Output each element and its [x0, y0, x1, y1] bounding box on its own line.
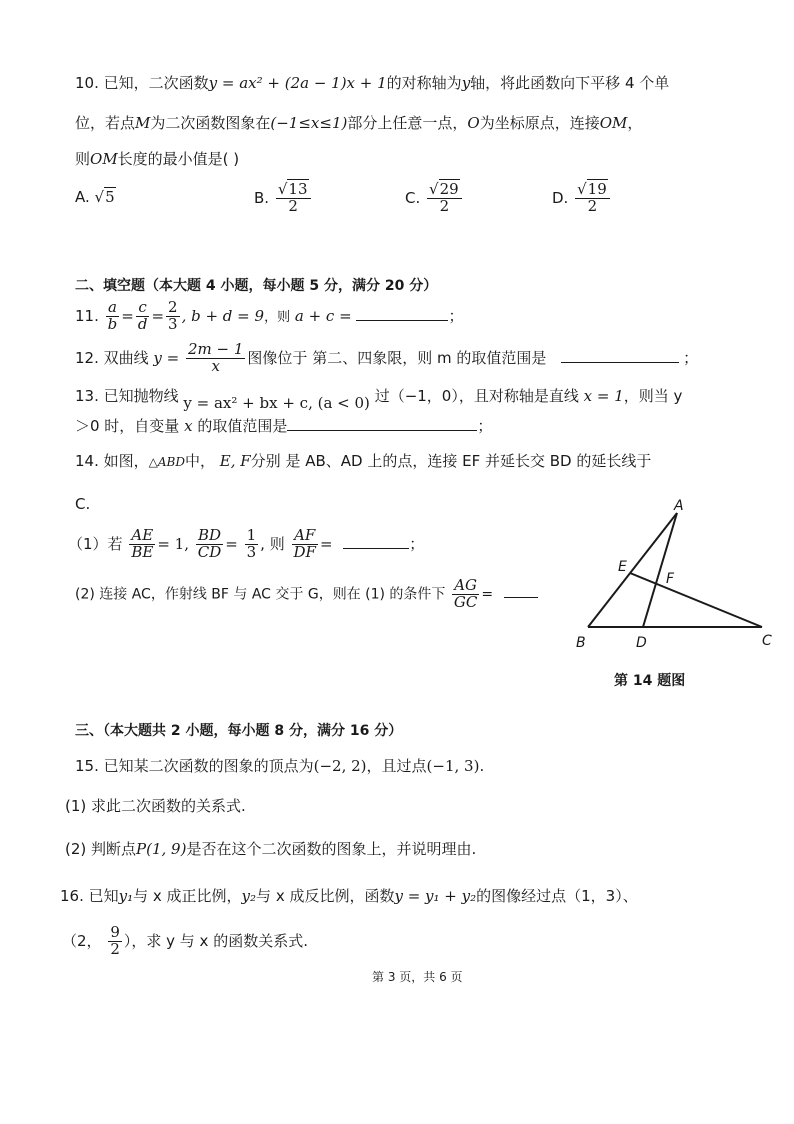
segment-ec — [630, 573, 762, 627]
q10-text: 位，若点 — [75, 114, 136, 132]
equals: = — [225, 534, 238, 553]
q14-text: , 则 — [260, 534, 285, 553]
q14-figure-caption: 第 14 题图 — [614, 673, 686, 689]
q14-text: (2) 连接 AC，作射线 BF 与 AC 交于 G，则在 (1) 的条件下 — [75, 586, 446, 603]
q13-x: x — [184, 417, 193, 435]
q10-om: OM — [90, 150, 118, 168]
q14-text: 分别 是 AB、AD 上的点，连接 EF 并延长交 BD 的延长线于 — [250, 452, 652, 470]
q10-line2 — [75, 112, 642, 133]
q14-text: = 1, — [157, 534, 189, 553]
q16-fraction: $\frac{9}{2}$ — [110, 923, 120, 958]
q10-line1 — [75, 72, 669, 93]
q11-fraction-2-3: $\frac{2}{3}$ — [168, 298, 178, 333]
option-radicand: 19 — [587, 180, 607, 198]
q10-option-c — [405, 182, 464, 215]
q15-text: 是否在这个二次函数的图象上，并说明理由. — [186, 840, 477, 858]
q14-part1-answer-blank[interactable] — [343, 548, 409, 549]
q10-option-b — [254, 182, 313, 215]
option-label: B. — [254, 188, 270, 207]
q13-text: ； — [477, 417, 493, 435]
q10-range: (−1≤x≤1) — [270, 114, 348, 132]
q10-origin-o: O — [467, 114, 480, 132]
q14-fraction-1-3: $\frac{1}{3}$ — [246, 526, 257, 561]
option-label: A. — [75, 188, 90, 206]
q15-text: (2) 判断点 — [65, 840, 137, 858]
q16-text: 的图像经过点（1，3）、 — [476, 887, 638, 905]
q16-line2 — [62, 925, 308, 958]
q11-number: 11. — [75, 306, 99, 325]
q14-fraction-ae-be: $\frac{AE}{BE}$ — [131, 526, 154, 561]
equals: = — [151, 306, 165, 325]
label-d: D — [636, 635, 647, 651]
q14-fraction-af-df: $\frac{AF}{DF}$ — [293, 526, 316, 561]
q11-text: ； — [448, 306, 464, 325]
label-b: B — [576, 635, 586, 651]
q15-text: 15. 已知某二次函数的图象的顶点为 — [75, 757, 314, 775]
q15-vertex: (−2, 2) — [313, 757, 367, 775]
q13-text: 13. 已知抛物线 — [75, 387, 179, 405]
q14-fraction-bd-cd: $\frac{BD}{CD}$ — [197, 526, 222, 561]
q14-triangle: △ABD — [148, 455, 185, 469]
option-fraction — [575, 182, 610, 215]
label-f: F — [666, 571, 675, 587]
segment-ab — [588, 513, 677, 627]
q10-text: 则 — [75, 150, 91, 168]
segment-ad — [643, 513, 677, 627]
q10-text: 部分上任意一点， — [347, 114, 468, 132]
q12 — [75, 342, 698, 375]
q12-fraction: $\frac{2m - 1}{x}$ — [188, 340, 244, 375]
q11 — [75, 300, 463, 333]
q16-equation: y = y₁ + y₂ — [394, 887, 477, 905]
q15-line1 — [75, 755, 484, 776]
q12-answer-blank[interactable] — [561, 362, 679, 363]
label-c: C — [762, 633, 772, 649]
q14-part1 — [68, 528, 424, 561]
q14-points-ef: E, F — [219, 452, 251, 470]
q13-line1 — [75, 385, 683, 412]
q13-line2 — [75, 415, 492, 436]
sqrt-icon: √ — [577, 180, 587, 198]
q10-text: ， — [627, 114, 643, 132]
option-radicand: 13 — [288, 180, 308, 198]
sqrt-icon: √ — [277, 180, 288, 198]
q11-text: ，则 — [264, 309, 291, 325]
q14-fraction-ag-gc: $\frac{AG}{GC}$ — [453, 576, 478, 611]
q10-point-m: M — [135, 114, 151, 132]
q14-part2 — [75, 578, 538, 611]
sqrt-icon: √ — [94, 188, 105, 206]
q14-line2: C. — [75, 495, 91, 513]
q10-option-d — [552, 182, 612, 215]
q11-fraction-a-b: $\frac{a}{b}$ — [107, 298, 118, 333]
q16-y2: y₂ — [241, 887, 257, 905]
q10-text: 为二次函数图象在 — [150, 114, 271, 132]
q14-text: （1）若 — [68, 534, 123, 553]
q15-point-p: P(1, 9) — [136, 840, 187, 858]
q14-part2-answer-blank[interactable] — [504, 597, 538, 598]
q15-part2 — [65, 838, 476, 859]
q15-text: . — [479, 757, 485, 775]
q13-axis: x = 1 — [583, 387, 624, 405]
q12-y: y = — [153, 348, 180, 367]
q14-text: 中， — [184, 452, 215, 470]
equals: = — [121, 306, 134, 325]
label-e: E — [618, 559, 627, 575]
q13-text: 的取值范围是 — [197, 417, 288, 435]
q15-point: (−1, 3) — [426, 757, 480, 775]
q16-text: 与 x 成反比例，函数 — [256, 887, 395, 905]
q10-text: 轴，将此函数向下平移 4 个单 — [470, 74, 670, 92]
q10-text: 长度的最小值是( ) — [117, 150, 240, 168]
q10-y: y — [461, 74, 471, 92]
q11-answer-blank[interactable] — [356, 320, 448, 321]
q10-line3 — [75, 148, 239, 169]
option-denominator: 2 — [439, 196, 450, 215]
q16-text: 与 x 成正比例， — [133, 887, 242, 905]
label-a: A — [674, 498, 684, 514]
q12-text: 12. 双曲线 — [75, 348, 149, 367]
q10-option-a — [75, 188, 116, 206]
option-denominator: 2 — [288, 196, 298, 215]
q10-text: 为坐标原点，连接 — [479, 114, 600, 132]
q12-text: 图像位于 第二、四象限，则 m 的取值范围是 — [247, 348, 547, 367]
q16-text: 16. 已知 — [60, 887, 119, 905]
q10-om: OM — [599, 114, 628, 132]
q13-text: 过（−1，0），且对称轴是直线 — [374, 387, 579, 405]
equals: = — [319, 534, 333, 553]
section-2-title: 二、填空题（本大题 4 小题，每小题 5 分，满分 20 分） — [75, 278, 438, 294]
q16-y1: y₁ — [118, 887, 134, 905]
q14-figure — [570, 495, 780, 655]
q16-text: ），求 y 与 x 的函数关系式. — [123, 931, 308, 950]
q11-expression: a + c = — [294, 306, 352, 325]
q15-text: ，且过点 — [366, 757, 427, 775]
option-denominator: 2 — [587, 196, 598, 215]
equals: = — [481, 586, 494, 603]
q13-answer-blank[interactable] — [287, 430, 477, 431]
q15-part1: (1) 求此二次函数的关系式. — [65, 797, 246, 815]
q13-text: ＞0 时，自变量 — [75, 417, 180, 435]
q16-line1 — [60, 885, 638, 906]
option-fraction — [276, 182, 311, 215]
option-radicand: 5 — [105, 188, 115, 206]
option-label: C. — [405, 188, 421, 207]
q10-text: 10. 已知，二次函数 — [75, 74, 209, 92]
section-3-title: 三、（本大题共 2 小题，每小题 8 分，满分 16 分） — [75, 723, 403, 739]
q10-text: 的对称轴为 — [386, 74, 462, 92]
q13-equation: y = ax² + bx + c, (a < 0) — [183, 394, 370, 412]
option-fraction — [427, 182, 462, 215]
option-label: D. — [552, 188, 569, 207]
page-footer: 第 3 页，共 6 页 — [372, 970, 463, 984]
q14-text: ； — [409, 534, 425, 553]
q16-text: （2， — [62, 931, 102, 950]
q14-text: 14. 如图， — [75, 452, 149, 470]
q10-equation: y = ax² + (2a − 1)x + 1 — [208, 74, 387, 92]
q11-fraction-c-d: $\frac{c}{d}$ — [137, 298, 148, 333]
q14-line1 — [75, 450, 651, 471]
q11-condition: , b + d = 9 — [181, 306, 265, 325]
sqrt-icon: √ — [429, 180, 439, 198]
q13-text: ，则当 y — [623, 387, 683, 405]
q12-text: ； — [683, 348, 699, 367]
option-radicand: 29 — [439, 180, 459, 198]
